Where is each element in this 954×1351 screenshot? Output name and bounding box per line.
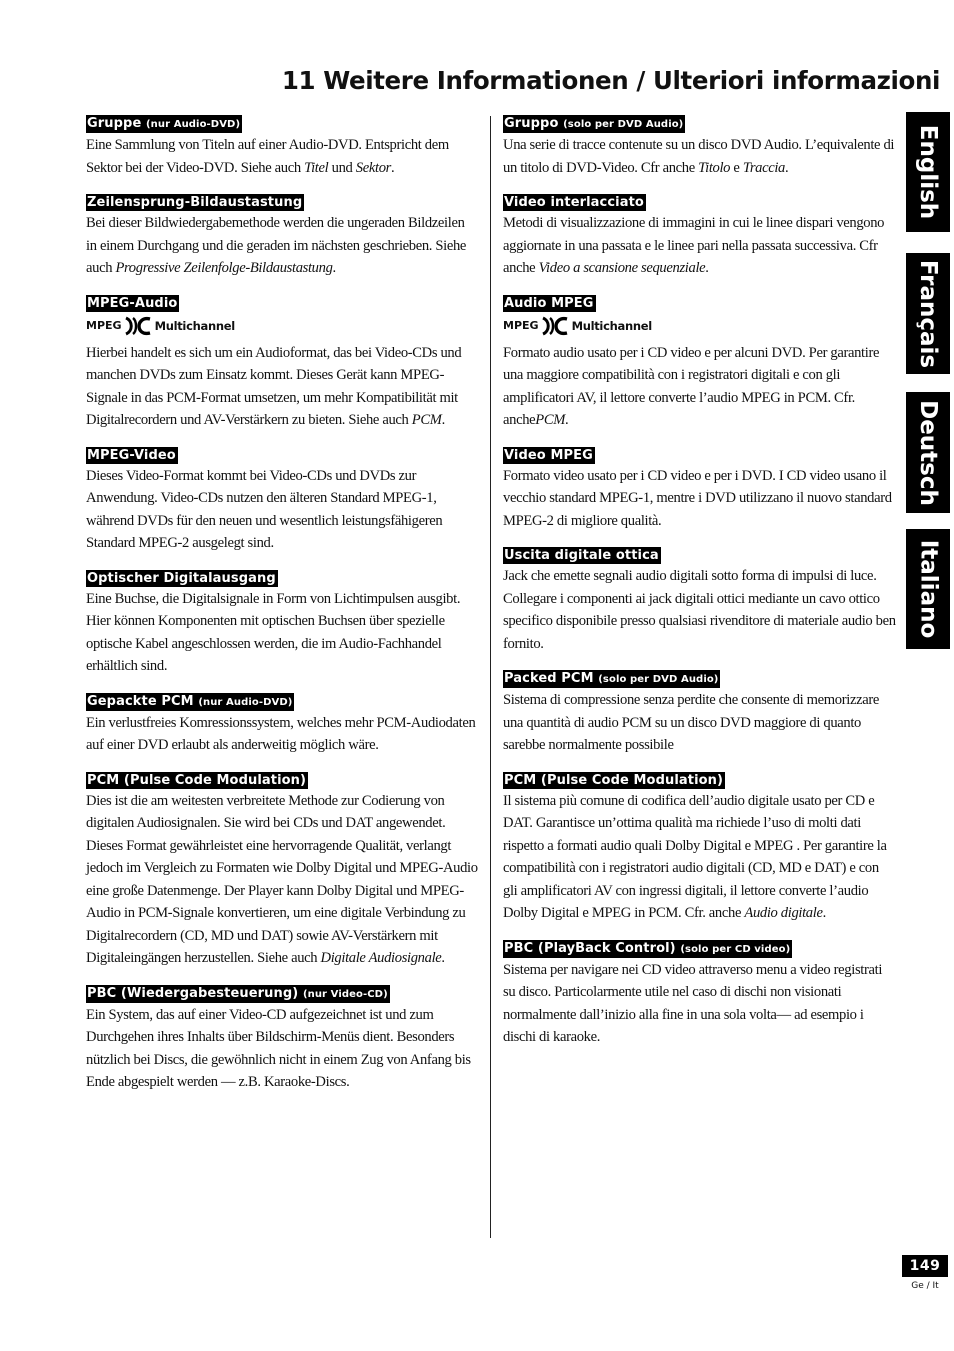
entry-gepackte-pcm bbox=[86, 692, 478, 757]
entry-body: Hierbei handelt es sich um ein Audioformat, das bei Video-CDs und manchen DVDs zum Einsatz kommt. Dieses Gerät kann MPEG-Signale in das PCM-Format umsetzen, um mehr Kompatibilität mit Digitalrecordern und AV-Verstärkern zu bieten. Siehe auch PCM. bbox=[86, 344, 462, 428]
entry-body: Metodi di visualizzazione di immagini in cui le linee dispari vengono aggiornate in una passata e le linee pari nella passata successiva. Cfr anche Video a scansione sequenziale. bbox=[503, 215, 885, 276]
entry-body: Una serie di tracce contenute su un disco DVD Audio. L’equivalente di un titolo di DVD-Video. Cfr anche Titolo e Traccia. bbox=[503, 137, 895, 176]
entry-zeilensprung bbox=[86, 193, 478, 280]
entry-body: Ein verlustfreies Komressionssystem, welches mehr PCM-Audiodaten auf einer DVD erlaubt als anderweitig möglich wäre. bbox=[86, 714, 476, 753]
entry-heading: Gruppo (solo per DVD Audio) bbox=[504, 116, 684, 131]
tab-francais[interactable]: Français bbox=[906, 253, 950, 374]
mpeg-swirl-icon bbox=[541, 316, 569, 336]
entry-heading: Video MPEG bbox=[504, 447, 593, 463]
entry-gruppo bbox=[503, 114, 896, 179]
entry-body: Dies ist die am weitesten verbreitete Methode zur Codierung von digitalen Audiosignalen. Sie wird bei CDs und DAT angewendet. Dieses Format gewährleistet eine hervorragende Qualität, verlangt jedoch im Vergleich zu Formaten wie Dolby Digital und MPEG-Audio eine große Datenmenge. Der Player kann Dolby Digital und MPEG-Audio in PCM-Signale konvertieren, um eine digitale Verbindung zu Digitalrecordern (CD, MD und DAT) sowie AV-Verstärkern mit Digitaleingängen herzustellen. Siehe auch Digitale Audiosignale. bbox=[86, 792, 478, 966]
entry-gruppe bbox=[86, 114, 478, 179]
entry-body: Eine Sammlung von Titeln auf einer Audio-DVD. Entspricht dem Sektor bei der Video-DVD. Siehe auch Titel und Sektor. bbox=[86, 137, 449, 176]
mpeg-multichannel-logo: MPEG Multichannel bbox=[86, 315, 478, 337]
entry-body: Sistema per navigare nei CD video attraverso menu a video registrati su disco. Particolarmente utile nel caso di dischi non visionati normalmente dall’inizio alla fine in una sola volta— ad esempio i dischi di karaoke. bbox=[503, 961, 883, 1045]
entry-pbc-it bbox=[503, 939, 896, 1049]
tab-deutsch[interactable]: Deutsch bbox=[906, 392, 950, 513]
entry-body: Dieses Video-Format kommt bei Video-CDs und DVDs zur Anwendung. Video-CDs nutzen den älteren Standard MPEG-1, während DVDs für den neuen und wesentlich leistungsfähigeren Standard MPEG-2 ausgelegt sind. bbox=[86, 467, 443, 551]
entry-heading: Gepackte PCM (nur Audio-DVD) bbox=[87, 693, 293, 709]
entry-body: Bei dieser Bildwiedergabemethode werden die ungeraden Bildzeilen in einem Durchgang und die geraden im nächsten geschrieben. Siehe auch Progressive Zeilenfolge-Bildaustastung. bbox=[86, 215, 467, 276]
mpeg-multichannel-logo: MPEG Multichannel bbox=[503, 315, 896, 337]
entry-mpeg-video bbox=[86, 446, 478, 555]
entry-body: Il sistema più comune di codifica dell’audio digitale usato per CD e DAT. Garantisce un’ottima qualità ma richiede l’uso di molti dati rispetto a formati audio quali Dolby Digital e MPEG . Per garantire la compatibilità con i registratori audio digitali (CD, MD e DAT) e con gli amplificatori AV con ingressi digitali, il lettore converte l’audio Dolby Digital e MPEG in PCM. Cfr. anche Audio digitale. bbox=[503, 792, 887, 921]
entry-heading: PBC (PlayBack Control) (solo per CD video) bbox=[504, 940, 791, 956]
entry-heading: Uscita digitale ottica bbox=[504, 548, 659, 563]
entry-body: Sistema di compressione senza perdite che consente di memorizzare una quantità di audio PCM su un disco DVD maggiore di quanto sarebbe normalmente possibile bbox=[503, 692, 879, 753]
entry-packed-pcm bbox=[503, 669, 896, 757]
entry-pcm bbox=[86, 771, 478, 970]
entry-body: Formato audio usato per i CD video e per alcuni DVD. Per garantire una maggiore compatibilità con i registratori digitali e con gli amplificatori AV, il lettore converte l’audio MPEG in PCM. Cfr. anchePCM. bbox=[503, 344, 880, 428]
entry-heading: PCM (Pulse Code Modulation) bbox=[504, 772, 724, 788]
mpeg-swirl-icon bbox=[124, 316, 152, 336]
entry-heading: Video interlacciato bbox=[504, 195, 644, 210]
entry-heading: MPEG-Video bbox=[87, 447, 176, 463]
entry-audio-mpeg bbox=[503, 294, 896, 432]
entry-body: Formato video usato per i CD video e per i DVD. I CD video usano il vecchio standard MPEG-1, mentre i DVD utilizzano il nuovo standard MPEG-2 di migliore qualità. bbox=[503, 467, 892, 529]
entry-body: Eine Buchse, die Digitalsignale in Form von Lichtimpulsen ausgibt. Hier können Komponenten mit optischen Buchsen über spezielle optische Kabel angeschlossen werden, die im Audio-Fachhandel erhältlich sind. bbox=[86, 590, 461, 674]
entry-heading: Zeilensprung-Bildaustastung bbox=[87, 195, 303, 210]
entry-heading: Gruppe (nur Audio-DVD) bbox=[87, 116, 241, 131]
page-number: 149 bbox=[902, 1255, 948, 1277]
entry-heading: PCM (Pulse Code Modulation) bbox=[87, 772, 307, 788]
tab-english[interactable]: English bbox=[906, 112, 950, 232]
entry-mpeg-audio bbox=[86, 294, 478, 432]
entry-uscita-digitale-ottica bbox=[503, 546, 896, 655]
tab-italiano[interactable]: Italiano bbox=[906, 529, 950, 649]
language-code: Ge / It bbox=[911, 1281, 939, 1291]
entry-video-interlacciato bbox=[503, 193, 896, 280]
entry-heading: Audio MPEG bbox=[504, 295, 594, 311]
entry-pcm-it bbox=[503, 771, 896, 925]
column-german bbox=[86, 114, 478, 1108]
entry-video-mpeg bbox=[503, 446, 896, 533]
column-italian bbox=[503, 114, 896, 1063]
entry-heading: Optischer Digitalausgang bbox=[87, 570, 276, 586]
column-divider bbox=[490, 116, 491, 1238]
entry-heading: MPEG-Audio bbox=[87, 295, 178, 311]
entry-body: Ein System, das auf einer Video-CD aufgezeichnet ist und zum Durchgehen ihres Inhalts über Bildschirm-Menüs dient. Besonders nützlich bei Discs, die gewöhnlich nicht in einem Zug von Anfang bis Ende abgespielt werden — z.B. Karaoke-Discs. bbox=[86, 1006, 471, 1090]
page-title: 11 Weitere Informationen / Ulteriori informazioni bbox=[281, 66, 940, 95]
entry-optischer-digitalausgang bbox=[86, 569, 478, 678]
entry-heading: PBC (Wiedergabesteuerung) (nur Video-CD) bbox=[87, 985, 388, 1001]
entry-heading: Packed PCM (solo per DVD Audio) bbox=[504, 671, 719, 686]
entry-body: Jack che emette segnali audio digitali sotto forma di impulsi di luce. Collegare i componenti ai jack digitali ottici mediante un cavo ottico specifico disponibile presso qualsiasi rivenditore di materiale audio ben fornito. bbox=[503, 568, 896, 652]
entry-pbc bbox=[86, 984, 478, 1094]
